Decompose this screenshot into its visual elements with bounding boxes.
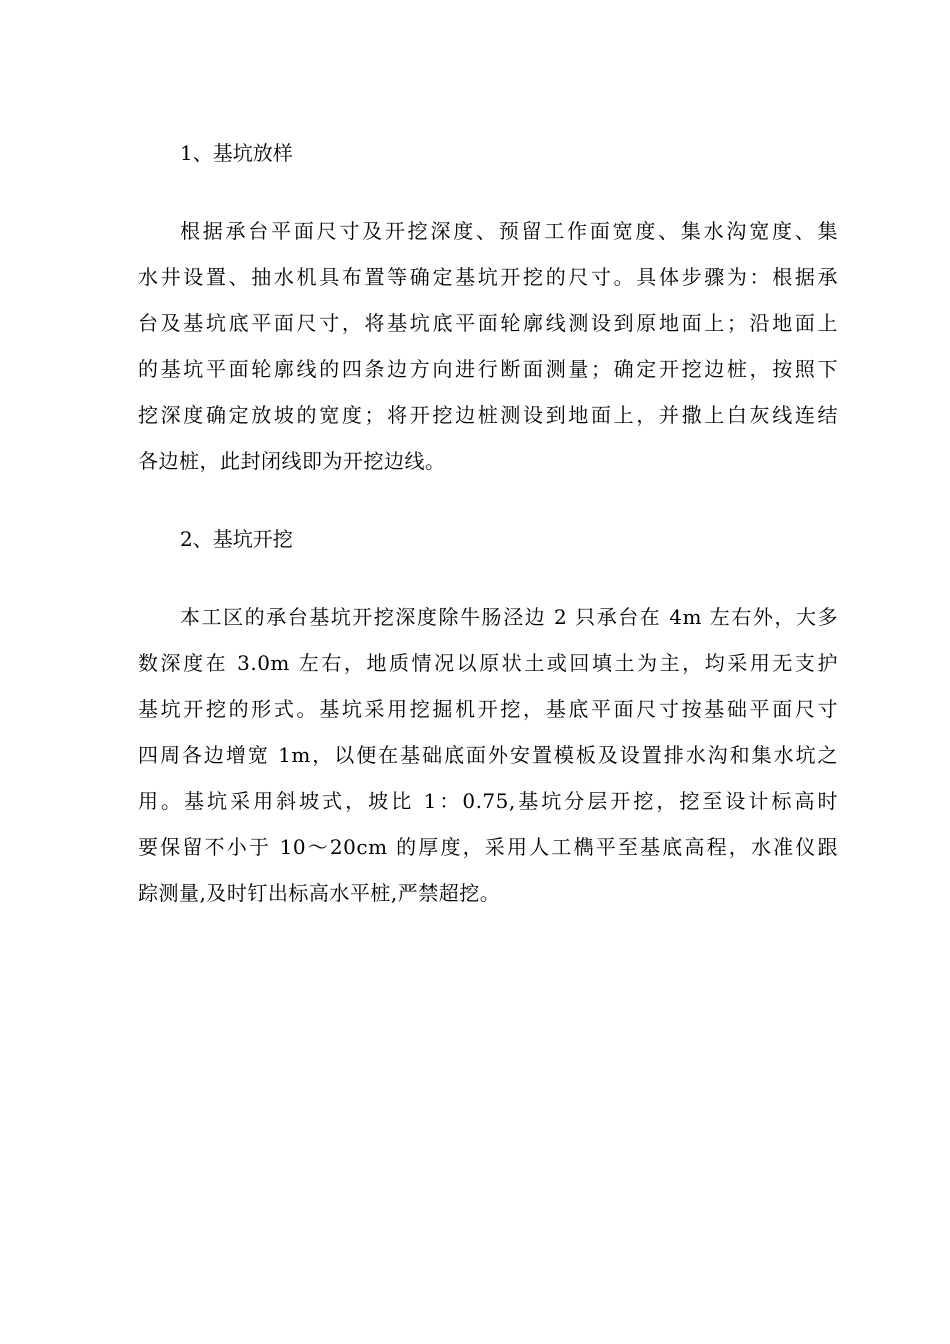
section-heading-2: 2、基坑开挖	[180, 527, 293, 551]
paragraph-line: 根据承台平面尺寸及开挖深度、预留工作面宽度、集水沟宽度、集	[180, 219, 838, 243]
paragraph-line: 要保留不小于 10～20cm 的厚度，采用人工檇平至基底高程，水准仪跟	[138, 835, 838, 859]
paragraph-line: 基坑开挖的形式。基坑采用挖掘机开挖，基底平面尺寸按基础平面尺寸	[138, 697, 838, 721]
paragraph-line: 挖深度确定放坡的宽度；将开挖边桩测设到地面上，并撒上白灰线连结	[138, 403, 838, 427]
paragraph-line: 四周各边增宽 1m，以便在基础底面外安置模板及设置排水沟和集水坑之	[138, 743, 838, 767]
paragraph-line: 数深度在 3.0m 左右，地质情况以原状土或回填土为主，均采用无支护	[138, 651, 838, 675]
paragraph-line: 踪测量,及时钉出标高水平桩,严禁超挖。	[138, 881, 501, 905]
paragraph-line: 水井设置、抽水机具布置等确定基坑开挖的尺寸。具体步骤为：根据承	[138, 265, 838, 289]
document-page	[138, 130, 838, 916]
spacer	[138, 176, 838, 208]
section-1-paragraph	[138, 208, 838, 484]
spacer	[138, 484, 838, 516]
paragraph-line: 的基坑平面轮廓线的四条边方向进行断面测量；确定开挖边桩，按照下	[138, 357, 838, 381]
section-heading-1: 1、基坑放样	[180, 141, 293, 165]
spacer	[138, 562, 838, 594]
paragraph-line: 各边桩，此封闭线即为开挖边线。	[138, 449, 446, 473]
paragraph-line: 本工区的承台基坑开挖深度除牛肠泾边 2 只承台在 4m 左右外，大多	[180, 605, 838, 629]
section-2-paragraph	[138, 594, 838, 916]
paragraph-line: 台及基坑底平面尺寸，将基坑底平面轮廓线测设到原地面上；沿地面上	[138, 311, 838, 335]
paragraph-line: 用。基坑采用斜坡式，坡比 1：0.75,基坑分层开挖，挖至设计标高时	[138, 789, 838, 813]
